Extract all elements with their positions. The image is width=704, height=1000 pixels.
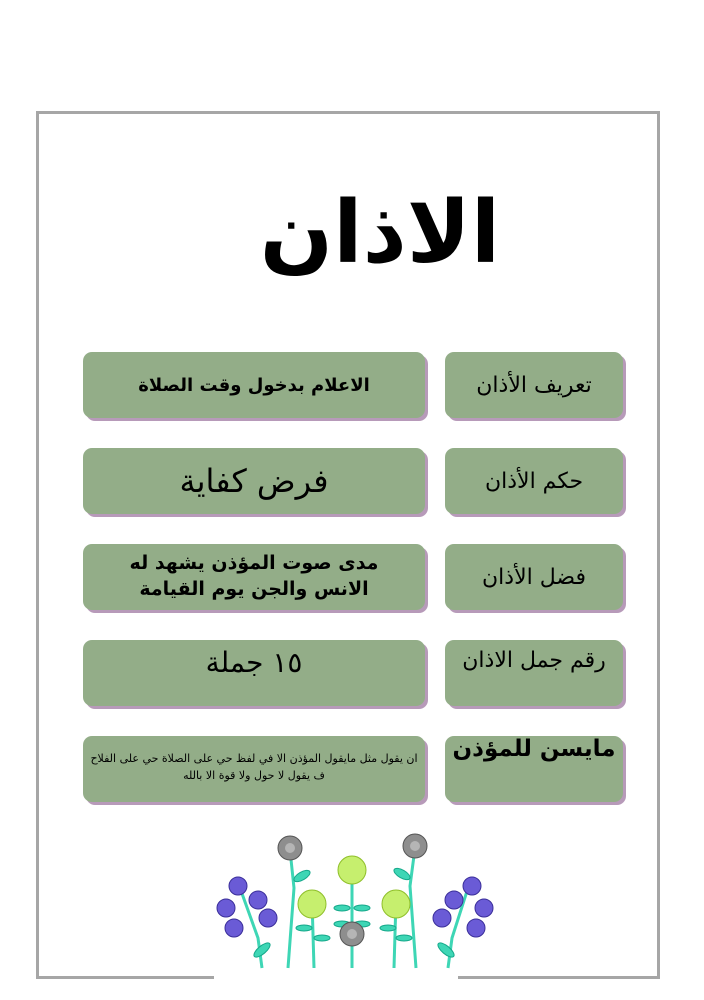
value-definition: الاعلام بدخول وقت الصلاة bbox=[83, 352, 425, 418]
value-phrase-count: ١٥ جملة bbox=[83, 640, 425, 706]
value-sunnah-for-listener: ان يقول مثل مايقول المؤذن الا في لفظ حي على الصلاة حي على الفلاح ف يقول لا حول ولا قوة الا بالله bbox=[83, 736, 425, 802]
label-ruling: حكم الأذان bbox=[445, 448, 623, 514]
label-phrase-count: رقم جمل الاذان bbox=[445, 640, 623, 706]
frame-gap bbox=[214, 972, 458, 984]
page-title: الاذان bbox=[259, 183, 501, 283]
flowers-illustration bbox=[210, 828, 500, 970]
label-sunnah-for-listener: مايسن للمؤذن bbox=[445, 736, 623, 802]
label-virtue: فضل الأذان bbox=[445, 544, 623, 610]
label-definition: تعريف الأذان bbox=[445, 352, 623, 418]
value-virtue: مدى صوت المؤذن يشهد له الانس والجن يوم القيامة bbox=[83, 544, 425, 610]
value-ruling: فرض كفاية bbox=[83, 448, 425, 514]
